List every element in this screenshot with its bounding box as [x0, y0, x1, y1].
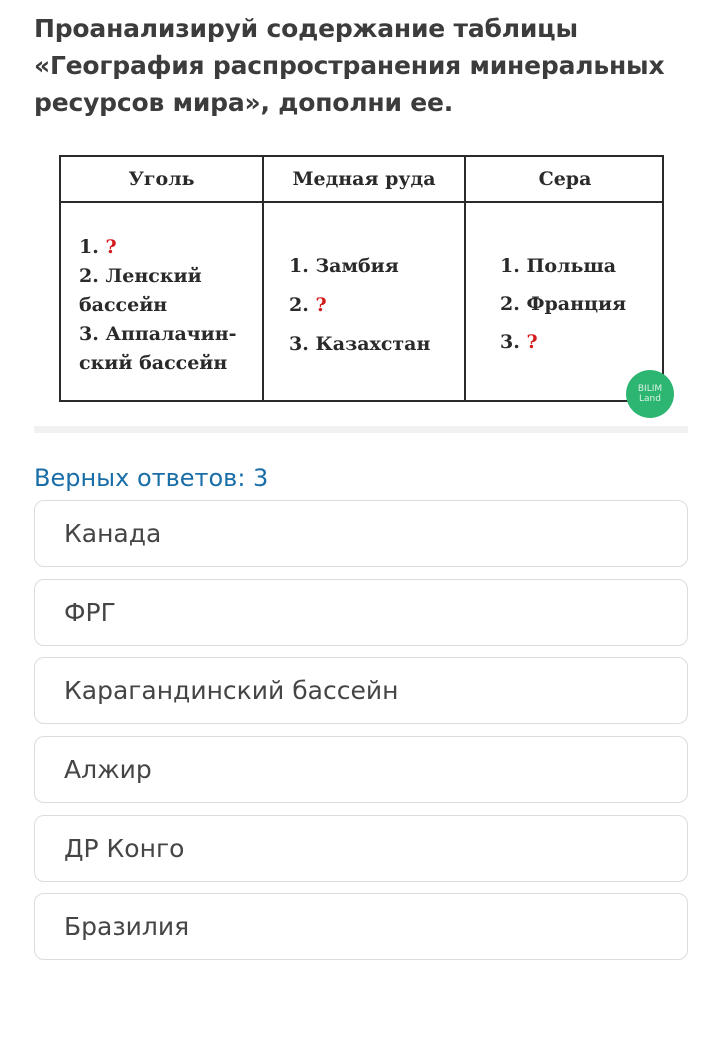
column-header-sulfur: Сера: [466, 157, 664, 203]
bilimland-logo: BILIM Land: [626, 370, 674, 418]
list-item: 2. ?: [289, 294, 327, 316]
list-item: 2. Ленский: [79, 265, 202, 287]
answer-option-algeria[interactable]: Алжир: [34, 736, 688, 803]
column-header-copper: Медная руда: [264, 157, 464, 203]
table-cell-copper: [264, 203, 464, 364]
answer-option-frg[interactable]: ФРГ: [34, 579, 688, 646]
answer-option-karaganda[interactable]: Карагандинский бассейн: [34, 657, 688, 724]
resources-table: [59, 155, 664, 402]
list-item: 3. ?: [500, 331, 538, 353]
answer-option-brazil[interactable]: Бразилия: [34, 893, 688, 960]
list-item: 3. Аппалачин-: [79, 323, 237, 345]
list-item: бассейн: [79, 294, 168, 316]
table-cell-coal: [61, 203, 262, 378]
list-item: 2. Франция: [500, 293, 627, 315]
table-cell-sulfur: [466, 203, 664, 361]
table-column-sulfur: [464, 157, 664, 400]
list-item: 1. Замбия: [289, 255, 399, 277]
answer-option-canada[interactable]: Канада: [34, 500, 688, 567]
column-header-coal: Уголь: [61, 157, 262, 203]
missing-mark: ?: [526, 331, 538, 353]
divider: [34, 426, 688, 433]
table-column-coal: [61, 157, 262, 400]
correct-answers-hint: Верных ответов: 3: [34, 464, 269, 492]
list-item: 1. Польша: [500, 255, 617, 277]
answer-options: [34, 500, 688, 972]
table-column-copper: [262, 157, 464, 400]
missing-mark: ?: [315, 294, 327, 316]
answer-option-dr-congo[interactable]: ДР Конго: [34, 815, 688, 882]
list-item: 1. ?: [79, 236, 117, 258]
list-item: 3. Казахстан: [289, 333, 431, 355]
list-item: ский бассейн: [79, 352, 228, 374]
question-text: Проанализируй содержание таблицы «География распространения минеральных ресурсов мира», дополни ее.: [34, 14, 665, 117]
missing-mark: ?: [105, 236, 117, 258]
